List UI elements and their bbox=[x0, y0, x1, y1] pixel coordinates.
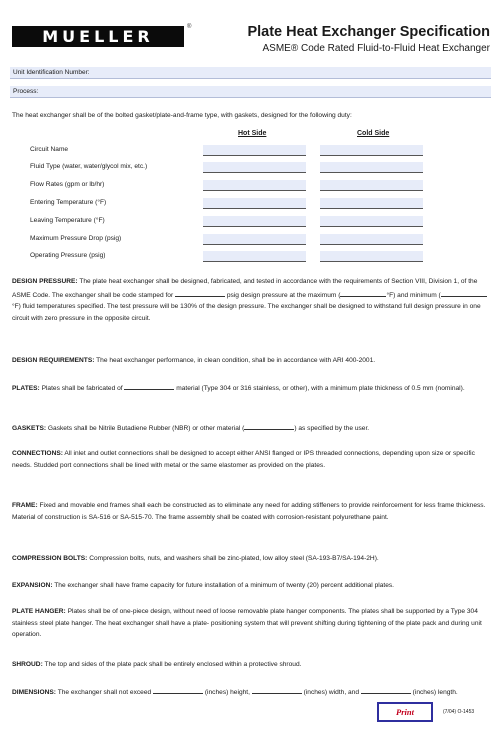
plates-text-2: material (Type 304 or 316 stainless, or other), with a minimum plate thickness of 0.5 mm (nominal). bbox=[176, 385, 465, 392]
dimensions-text-1: The exchanger shall not exceed bbox=[57, 689, 152, 696]
min-temp-blank[interactable] bbox=[441, 288, 487, 297]
height-blank[interactable] bbox=[153, 685, 203, 694]
gaskets-text-2: ) as specified by the user. bbox=[294, 425, 370, 432]
width-blank[interactable] bbox=[252, 685, 302, 694]
page-title: Plate Heat Exchanger Specification bbox=[247, 24, 490, 40]
expansion-text: The exchanger shall have frame capacity for future installation of a minimum of twenty (20) percent additional plates. bbox=[54, 582, 395, 589]
hot-side-leaving-temp-input[interactable] bbox=[203, 216, 306, 227]
compression-bolts-text: Compression bolts, nuts, and washers shall be zinc-plated, low alloy steel (SA-193-B7/SA-194-2H). bbox=[89, 555, 379, 562]
design-pressure-text-3: °F) and minimum ( bbox=[386, 291, 441, 299]
design-requirements-text: The heat exchanger performance, in clean condition, shall be in accordance with ARI 400-2001. bbox=[96, 357, 376, 364]
registered-mark: ® bbox=[187, 24, 192, 30]
design-requirements-section bbox=[12, 355, 490, 367]
form-code: (7/04) O-1453 bbox=[443, 709, 475, 715]
dimensions-text-4: (inches) length. bbox=[412, 689, 458, 696]
design-pressure-text-4: °F) fluid temperatures specified. The test pressure will be 130% of the design pressure. The exchanger shall be designed to withstand full design pressure in one circuit with zero pressure in the opposite circuit. bbox=[12, 303, 481, 322]
cold-side-heading: Cold Side bbox=[357, 130, 390, 137]
cold-side-entering-temp-input[interactable] bbox=[320, 198, 423, 209]
duty-label-operating-pressure: Operating Pressure (psig) bbox=[30, 252, 106, 259]
duty-label-entering-temp: Entering Temperature (°F) bbox=[30, 199, 107, 206]
gasket-material-blank[interactable] bbox=[244, 421, 294, 430]
page-subtitle: ASME® Code Rated Fluid-to-Fluid Heat Exchanger bbox=[262, 43, 490, 54]
frame-text: Fixed and movable end frames shall each be constructed as to eliminate any need for adding stiffeners to provide reinforcement for less frame thickness. Material of construction is SA-516 or SA-515-70. The frame assembly shall be coated with corrosion-resistant polyurethane paint. bbox=[12, 502, 486, 521]
plate-material-blank[interactable] bbox=[124, 381, 174, 390]
print-button[interactable]: Print bbox=[377, 702, 433, 722]
plates-heading: PLATES: bbox=[12, 385, 40, 392]
process-label: Process: bbox=[13, 88, 39, 95]
hot-side-max-pressure-drop-input[interactable] bbox=[203, 234, 306, 245]
cold-side-max-pressure-drop-input[interactable] bbox=[320, 234, 423, 245]
connections-text: All inlet and outlet connections shall be designed to accept either ANSI flanged or IPS threaded connections, depending upon size or specific needs. Studded port connections shall be lined with metal or the same elastomer as provided on the plates. bbox=[12, 450, 475, 469]
dimensions-text-3: (inches) width, and bbox=[303, 689, 359, 696]
hot-side-operating-pressure-input[interactable] bbox=[203, 251, 306, 262]
hot-side-heading: Hot Side bbox=[238, 130, 267, 137]
design-pressure-text-2: psig design pressure at the maximum ( bbox=[226, 291, 341, 299]
design-pressure-psig-blank[interactable] bbox=[175, 288, 225, 297]
plate-hanger-heading: PLATE HANGER: bbox=[12, 608, 66, 615]
plates-text-1: Plates shall be fabricated of bbox=[41, 385, 123, 392]
expansion-section bbox=[12, 580, 490, 592]
process-field[interactable] bbox=[10, 86, 491, 98]
hot-side-entering-temp-input[interactable] bbox=[203, 198, 306, 209]
mueller-logo bbox=[12, 26, 184, 47]
plate-hanger-text: Plates shall be of one-piece design, without need of loose removable plate hanger components. The plates shall be supported by a Type 304 stainless steel plate hanger. The heat exchanger shall have a plate- positioning system that will prevent shifting during tightening of the plate pack and during unit operation. bbox=[12, 608, 482, 638]
duty-label-leaving-temp: Leaving Temperature (°F) bbox=[30, 217, 105, 224]
compression-bolts-section bbox=[12, 553, 490, 565]
design-pressure-text-1: The plate heat exchanger shall be designed, fabricated, and tested in accordance with the requirements of Section VIII, Division 1, of the ASME Code. The exchanger shall be code stamped for bbox=[12, 278, 478, 299]
cold-side-fluid-type-input[interactable] bbox=[320, 162, 423, 173]
intro-text: The heat exchanger shall be of the bolted gasket/plate-and-frame type, with gaskets, designed for the following duty: bbox=[12, 112, 352, 119]
hot-side-circuit-name-input[interactable] bbox=[203, 145, 306, 156]
design-pressure-heading: DESIGN PRESSURE: bbox=[12, 278, 78, 285]
expansion-heading: EXPANSION: bbox=[12, 582, 53, 589]
cold-side-circuit-name-input[interactable] bbox=[320, 145, 423, 156]
shroud-section bbox=[12, 659, 490, 671]
shroud-text: The top and sides of the plate pack shall be entirely enclosed within a protective shroud. bbox=[44, 661, 302, 668]
unit-id-label: Unit Identification Number: bbox=[13, 69, 90, 76]
dimensions-heading: DIMENSIONS: bbox=[12, 689, 56, 696]
length-blank[interactable] bbox=[361, 685, 411, 694]
dimensions-text-2: (inches) height, bbox=[204, 689, 250, 696]
frame-heading: FRAME: bbox=[12, 502, 38, 509]
hot-side-fluid-type-input[interactable] bbox=[203, 162, 306, 173]
cold-side-leaving-temp-input[interactable] bbox=[320, 216, 423, 227]
max-temp-blank[interactable] bbox=[340, 288, 386, 297]
plate-hanger-section bbox=[12, 606, 490, 641]
hot-side-flow-rates-input[interactable] bbox=[203, 180, 306, 191]
dimensions-section bbox=[12, 685, 472, 699]
duty-label-flow-rates: Flow Rates (gpm or lb/hr) bbox=[30, 181, 105, 188]
duty-label-circuit-name: Circuit Name bbox=[30, 146, 69, 153]
cold-side-operating-pressure-input[interactable] bbox=[320, 251, 423, 262]
gaskets-text-1: Gaskets shall be Nitrile Butadiene Rubber (NBR) or other material ( bbox=[47, 425, 245, 432]
gaskets-section bbox=[12, 421, 490, 435]
gaskets-heading: GASKETS: bbox=[12, 425, 47, 432]
unit-id-field[interactable] bbox=[10, 67, 491, 79]
connections-heading: CONNECTIONS: bbox=[12, 450, 63, 457]
connections-section bbox=[12, 448, 490, 471]
design-requirements-heading: DESIGN REQUIREMENTS: bbox=[12, 357, 95, 364]
frame-section bbox=[12, 500, 490, 523]
shroud-heading: SHROUD: bbox=[12, 661, 43, 668]
logo-text: MUELLER bbox=[42, 26, 154, 46]
duty-label-max-pressure-drop: Maximum Pressure Drop (psig) bbox=[30, 235, 122, 242]
duty-label-fluid-type: Fluid Type (water, water/glycol mix, etc.) bbox=[30, 163, 148, 170]
plates-section bbox=[12, 381, 490, 395]
cold-side-flow-rates-input[interactable] bbox=[320, 180, 423, 191]
design-pressure-section bbox=[12, 276, 490, 324]
compression-bolts-heading: COMPRESSION BOLTS: bbox=[12, 555, 88, 562]
